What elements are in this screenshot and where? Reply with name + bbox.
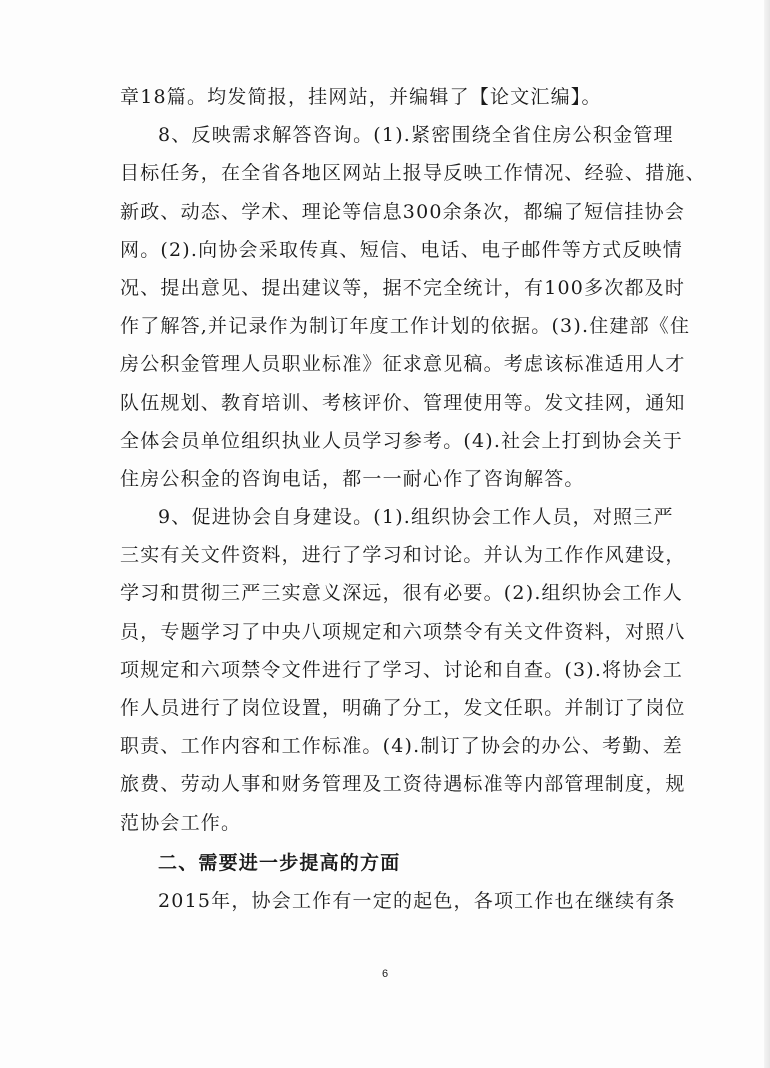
text-line: 9、促进协会自身建设。(1).组织协会工作人员，对照三严 xyxy=(158,506,674,529)
text-line: 作人员进行了岗位设置，明确了分工，发文任职。并制订了岗位 xyxy=(120,697,686,719)
text-line: 房公积金管理人员职业标准》征求意见稿。考虑该标准适用人才 xyxy=(120,353,686,376)
text-line: 网。(2).向协会采取传真、短信、电话、电子邮件等方式反映情 xyxy=(120,238,683,261)
scan-edge-shadow xyxy=(764,0,770,1068)
text-line: 住房公积金的咨询电话，都一一耐心作了咨询解答。 xyxy=(120,467,585,490)
text-line: 旅费、劳动人事和财务管理及工资待遇标准等内部管理制度，规 xyxy=(120,773,686,796)
document-body xyxy=(120,78,706,920)
page-number: 6 xyxy=(381,968,389,980)
text-line: 职责、工作内容和工作标准。(4).制订了协会的办公、考勤、差 xyxy=(120,735,683,758)
text-line: 队伍规划、教育培训、考核评价、管理使用等。发文挂网，通知 xyxy=(120,391,686,414)
text-line: 8、反映需求解答咨询。(1).紧密围绕全省住房公积金管理 xyxy=(158,124,674,147)
text-line: 员，专题学习了中央八项规定和六项禁令有关文件资料，对照八 xyxy=(120,620,686,643)
text-line: 范协会工作。 xyxy=(120,811,242,834)
text-line: 项规定和六项禁令文件进行了学习、讨论和自查。(3).将协会工 xyxy=(120,658,683,681)
text-line: 新政、动态、学术、理论等信息300余条次，都编了短信挂协会 xyxy=(120,200,686,223)
text-line: 目标任务，在全省各地区网站上报导反映工作情况、经验、措施、 xyxy=(120,162,706,185)
text-line: 学习和贯彻三严三实意义深远，很有必要。(2).组织协会工作人 xyxy=(120,582,683,605)
section-heading: 二、需要进一步提高的方面 xyxy=(158,851,401,874)
text-line: 作了解答,并记录作为制订年度工作计划的依据。(3).住建部《住 xyxy=(120,315,691,338)
text-line: 全体会员单位组织执业人员学习参考。(4).社会上打到协会关于 xyxy=(120,429,683,452)
text-line: 2015年，协会工作有一定的起色，各项工作也在继续有条 xyxy=(158,889,676,912)
text-line: 况、提出意见、提出建议等，据不完全统计，有100多次都及时 xyxy=(120,276,686,299)
text-line: 三实有关文件资料，进行了学习和讨论。并认为工作作风建设， xyxy=(120,544,686,567)
text-line: 章18篇。均发简报，挂网站，并编辑了【论文汇编】。 xyxy=(120,86,602,108)
